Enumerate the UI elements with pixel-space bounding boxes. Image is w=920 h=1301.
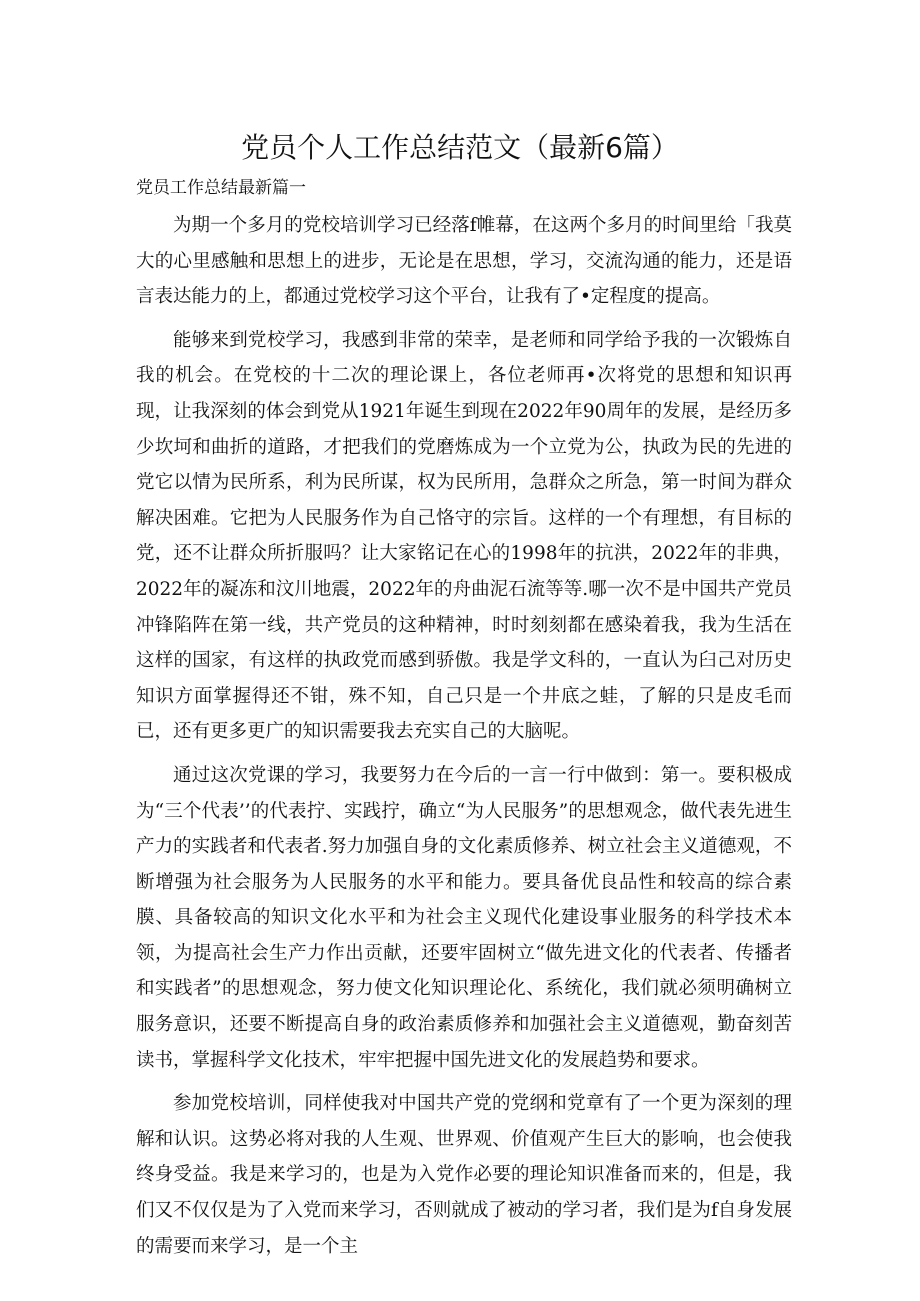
section-heading: 党员工作总结最新篇一	[136, 178, 306, 198]
paragraph-4: 参加党校培训，同样使我对中国共产党的党纲和党章有了一个更为深刻的理解和认识。这势必将对我的人生观、世界观、价值观产生巨大的影响，也会使我终身受益。我是来学习的，也是为入党作必要的理论知识准备而来的，但是，我们又不仅仅是为了入党而来学习，否则就成了被动的学习者，我们是为f自身发展的需要而来学习，是一个主	[136, 1093, 792, 1257]
document-body	[136, 208, 792, 1272]
paragraph-1: 为期一个多月的党校培训学习已经落f帷幕，在这两个多月的时间里给「我莫大的心里感触和思想上的进步，无论是在思想，学习，交流沟通的能力，还是语言表达能力的上，都通过党校学习这个平台，让我有了•定程度的提高。	[136, 215, 792, 308]
paragraph-2: 能够来到党校学习，我感到非常的荣幸，是老师和同学给予我的一次锻炼自我的机会。在党校的十二次的理论课上，各位老师再•次将党的思想和知识再现，让我深刻的体会到党从1921年诞生到现在2022年90周年的发展，是经历多少坎坷和曲折的道路，才把我们的党磨炼成为一个立党为公，执政为民的先进的党它以情为民所系，利为民所谋，权为民所用，急群众之所急，第一时间为群众解决困难。它把为人民服务作为自己恪守的宗旨。这样的一个有理想，有目标的党，还不让群众所折服吗？让大家铭记在心的1998年的抗洪，2022年的非典，2022年的凝冻和汶川地震，2022年的舟曲泥石流等等.哪一次不是中国共产党员冲锋陷阵在第一线，共产党员的这种精神，时时刻刻都在感染着我，我为生活在这样的国家，有这样的执政党而感到骄傲。我是学文科的，一直认为臼己对历史知识方面掌握得还不钳，殊不知，自己只是一个井底之蛙，了解的只是皮毛而已，还有更多更广的知识需要我去充实自己的大脑呢。	[136, 329, 792, 743]
document-title: 党员个人工作总结范文（最新6篇）	[241, 131, 679, 164]
paragraph-3: 通过这次党课的学习，我要努力在今后的一言一行中做到：第一。要积极成为“三个代表’’的代表拧、实践拧，确立“为人民服务”的思想观念，做代表先进生产力的实践者和代表者.努力加强自身的文化素质修养、树立社会主义道德观，不断增强为社会服务为人民服务的水平和能力。要具备优良品性和较高的综合素膜、具备较高的知识文化水平和为社会主义现代化建设事业服务的科学技术本领，为提高社会生产力作出贡献，还要牢固树立“做先进文化的代表者、传播者和实践者”的思想观念，努力使文化知识理论化、系统化，我们就必须明确树立服务意识，还要不断提高自身的政治素质修养和加强社会主义道德观，勤奋刻苦读书，掌握科学文化技术，牢牢把握中国先进文化的发展趋势和要求。	[136, 764, 792, 1071]
